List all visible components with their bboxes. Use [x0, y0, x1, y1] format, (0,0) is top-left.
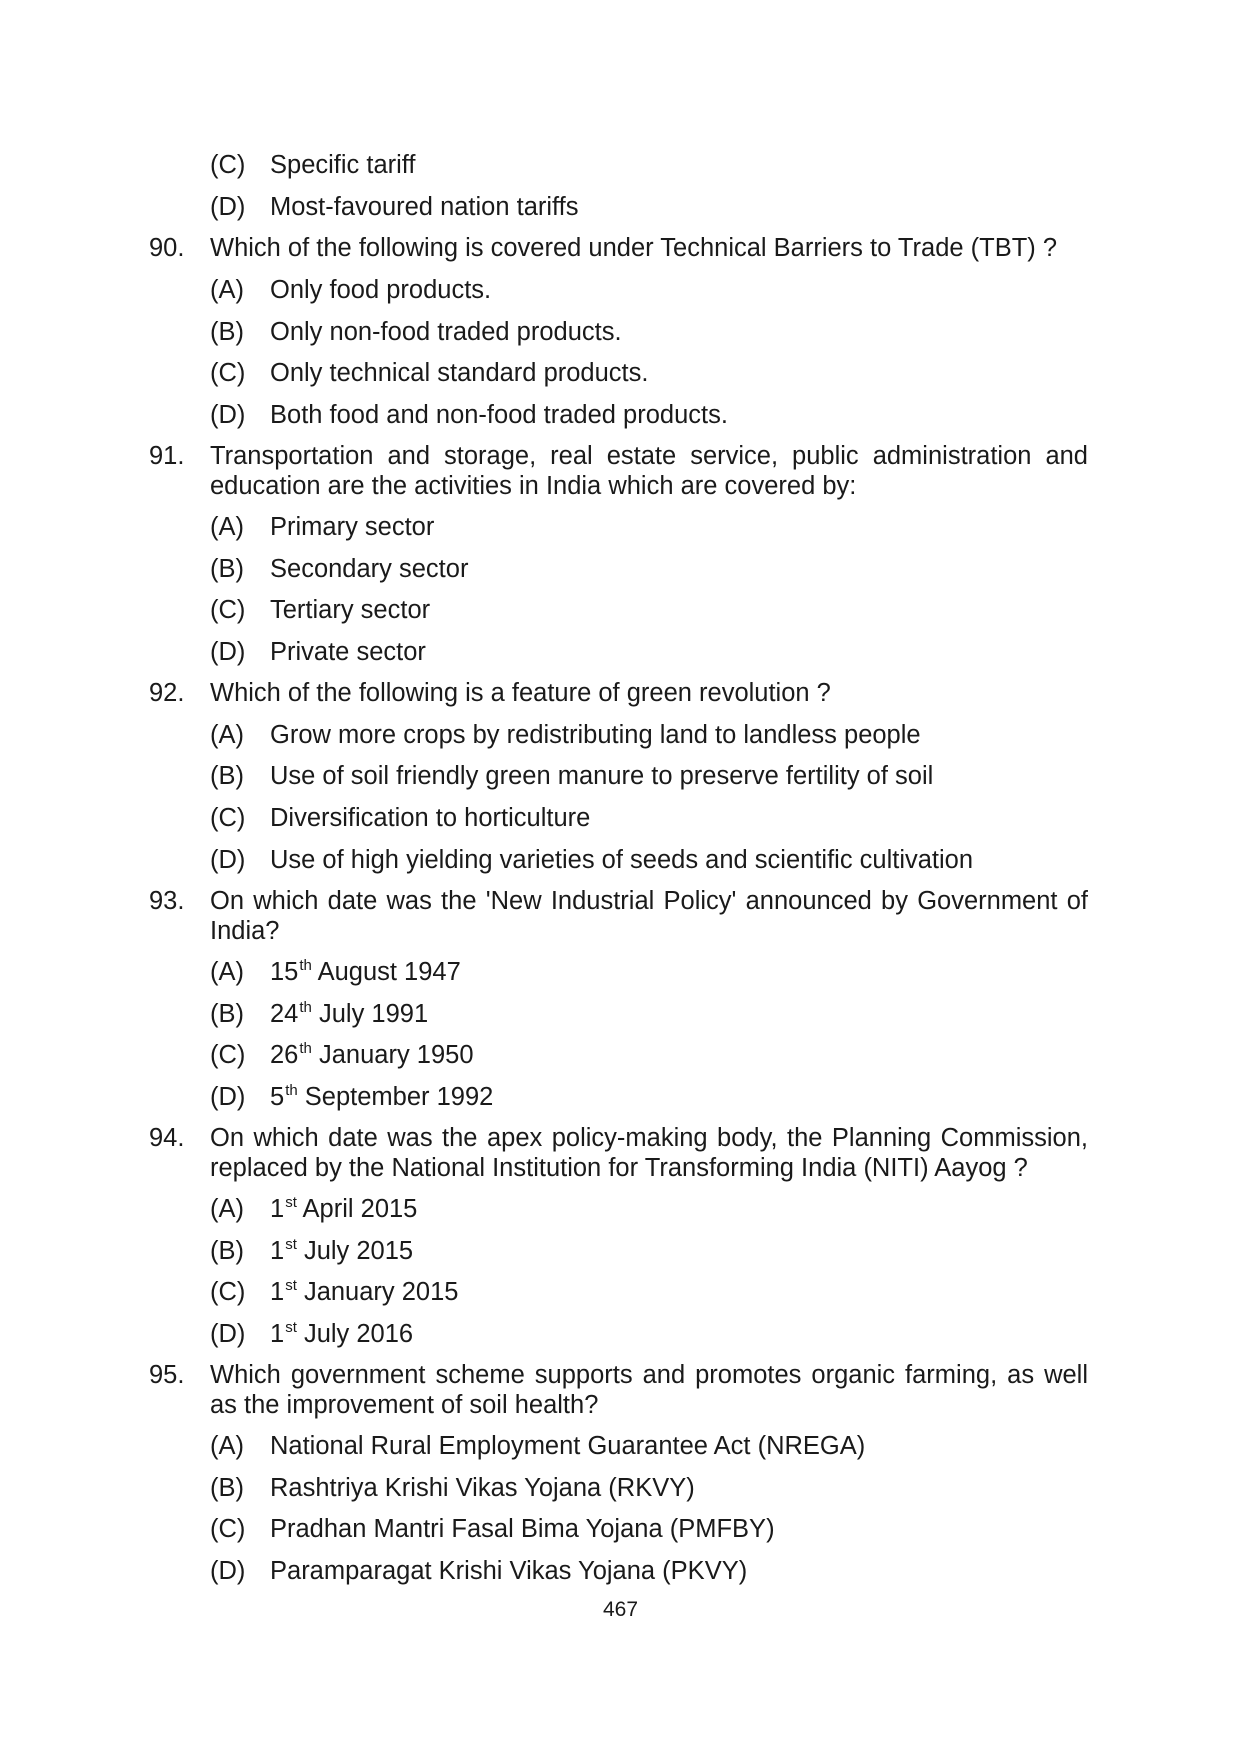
option-label: (D) — [210, 401, 246, 429]
ordinal-suffix: th — [299, 1040, 312, 1057]
option-text — [270, 999, 428, 1033]
option-text — [270, 1040, 474, 1074]
option-label: (A) — [210, 721, 244, 749]
option-label: (A) — [210, 1195, 244, 1223]
question-text: Which government scheme supports and promotes organic farming, as well as the improvement of soil health? — [210, 1361, 1088, 1419]
option-label: (D) — [210, 1083, 246, 1111]
option-label: (A) — [210, 958, 244, 986]
question-number: 95. — [149, 1361, 185, 1389]
question-number: 93. — [149, 887, 185, 915]
option-label: (B) — [210, 1237, 244, 1265]
option-date-rest: September 1992 — [297, 1083, 494, 1111]
ordinal-suffix: th — [299, 999, 312, 1016]
option-label: (C) — [210, 359, 246, 387]
option-day: 1 — [270, 1278, 285, 1306]
option-label: (B) — [210, 762, 244, 790]
option-text — [270, 957, 461, 991]
option-date-rest: July 2015 — [296, 1237, 414, 1265]
option-label: (D) — [210, 1557, 246, 1585]
option-date-rest: January 1950 — [311, 1041, 474, 1069]
question-number: 91. — [149, 442, 185, 470]
ordinal-suffix: th — [285, 1082, 298, 1099]
option-label: (A) — [210, 1432, 244, 1460]
option-text: Use of soil friendly green manure to preserve fertility of soil — [270, 762, 934, 790]
question-text: Which of the following is covered under Technical Barriers to Trade (TBT) ? — [210, 234, 1058, 262]
option-label: (D) — [210, 846, 246, 874]
option-label: (D) — [210, 638, 246, 666]
option-date-rest: July 2016 — [296, 1320, 414, 1348]
option-label: (B) — [210, 1000, 244, 1028]
option-text — [270, 1319, 413, 1353]
option-text: Diversification to horticulture — [270, 804, 591, 832]
option-label: (A) — [210, 276, 244, 304]
option-text: Paramparagat Krishi Vikas Yojana (PKVY) — [270, 1557, 748, 1585]
option-text — [270, 1082, 493, 1116]
option-text: National Rural Employment Guarantee Act (NREGA) — [270, 1432, 866, 1460]
question-number: 92. — [149, 679, 185, 707]
option-label: (C) — [210, 151, 246, 179]
option-label: (C) — [210, 596, 246, 624]
option-day: 15 — [270, 958, 299, 986]
option-text — [270, 1236, 413, 1270]
question-text: Transportation and storage, real estate service, public administration and education are the activities in India which are covered by: — [210, 442, 1088, 500]
option-label: (B) — [210, 555, 244, 583]
option-text: Specific tariff — [270, 151, 416, 179]
option-text: Private sector — [270, 638, 426, 666]
option-label: (A) — [210, 513, 244, 541]
option-date-rest: July 1991 — [311, 1000, 429, 1028]
option-text: Use of high yielding varieties of seeds and scientific cultivation — [270, 846, 974, 874]
question-number: 90. — [149, 234, 185, 262]
option-text: Pradhan Mantri Fasal Bima Yojana (PMFBY) — [270, 1515, 775, 1543]
option-label: (C) — [210, 804, 246, 832]
ordinal-suffix: st — [285, 1319, 297, 1336]
option-label: (D) — [210, 193, 246, 221]
option-text: Tertiary sector — [270, 596, 431, 624]
option-label: (D) — [210, 1320, 246, 1348]
option-date-rest: August 1947 — [311, 958, 461, 986]
option-date-rest: April 2015 — [296, 1195, 418, 1223]
option-day: 24 — [270, 1000, 299, 1028]
option-label: (C) — [210, 1278, 246, 1306]
option-text: Secondary sector — [270, 555, 469, 583]
question-text: Which of the following is a feature of green revolution ? — [210, 679, 831, 707]
option-day: 1 — [270, 1320, 285, 1348]
option-date-rest: January 2015 — [296, 1278, 459, 1306]
question-text: On which date was the apex policy-making body, the Planning Commission, replaced by the National Institution for Transforming India (NITI) Aayog ? — [210, 1124, 1088, 1182]
ordinal-suffix: st — [285, 1236, 297, 1253]
option-text: Primary sector — [270, 513, 435, 541]
option-text: Rashtriya Krishi Vikas Yojana (RKVY) — [270, 1474, 695, 1502]
option-text: Most-favoured nation tariffs — [270, 193, 579, 221]
option-text — [270, 1277, 458, 1311]
option-day: 1 — [270, 1195, 285, 1223]
option-text: Grow more crops by redistributing land to landless people — [270, 721, 921, 749]
page-number: 467 — [602, 1598, 639, 1621]
option-text: Both food and non-food traded products. — [270, 401, 728, 429]
option-day: 26 — [270, 1041, 299, 1069]
option-label: (B) — [210, 1474, 244, 1502]
option-label: (B) — [210, 318, 244, 346]
question-text: On which date was the 'New Industrial Policy' announced by Government of India? — [210, 887, 1088, 945]
question-number: 94. — [149, 1124, 185, 1152]
option-day: 5 — [270, 1083, 285, 1111]
option-text: Only non-food traded products. — [270, 318, 622, 346]
option-label: (C) — [210, 1515, 246, 1543]
option-text: Only food products. — [270, 276, 492, 304]
option-label: (C) — [210, 1041, 246, 1069]
ordinal-suffix: st — [285, 1277, 297, 1294]
option-day: 1 — [270, 1237, 285, 1265]
option-text — [270, 1194, 417, 1228]
option-text: Only technical standard products. — [270, 359, 649, 387]
ordinal-suffix: st — [285, 1194, 297, 1211]
ordinal-suffix: th — [299, 957, 312, 974]
